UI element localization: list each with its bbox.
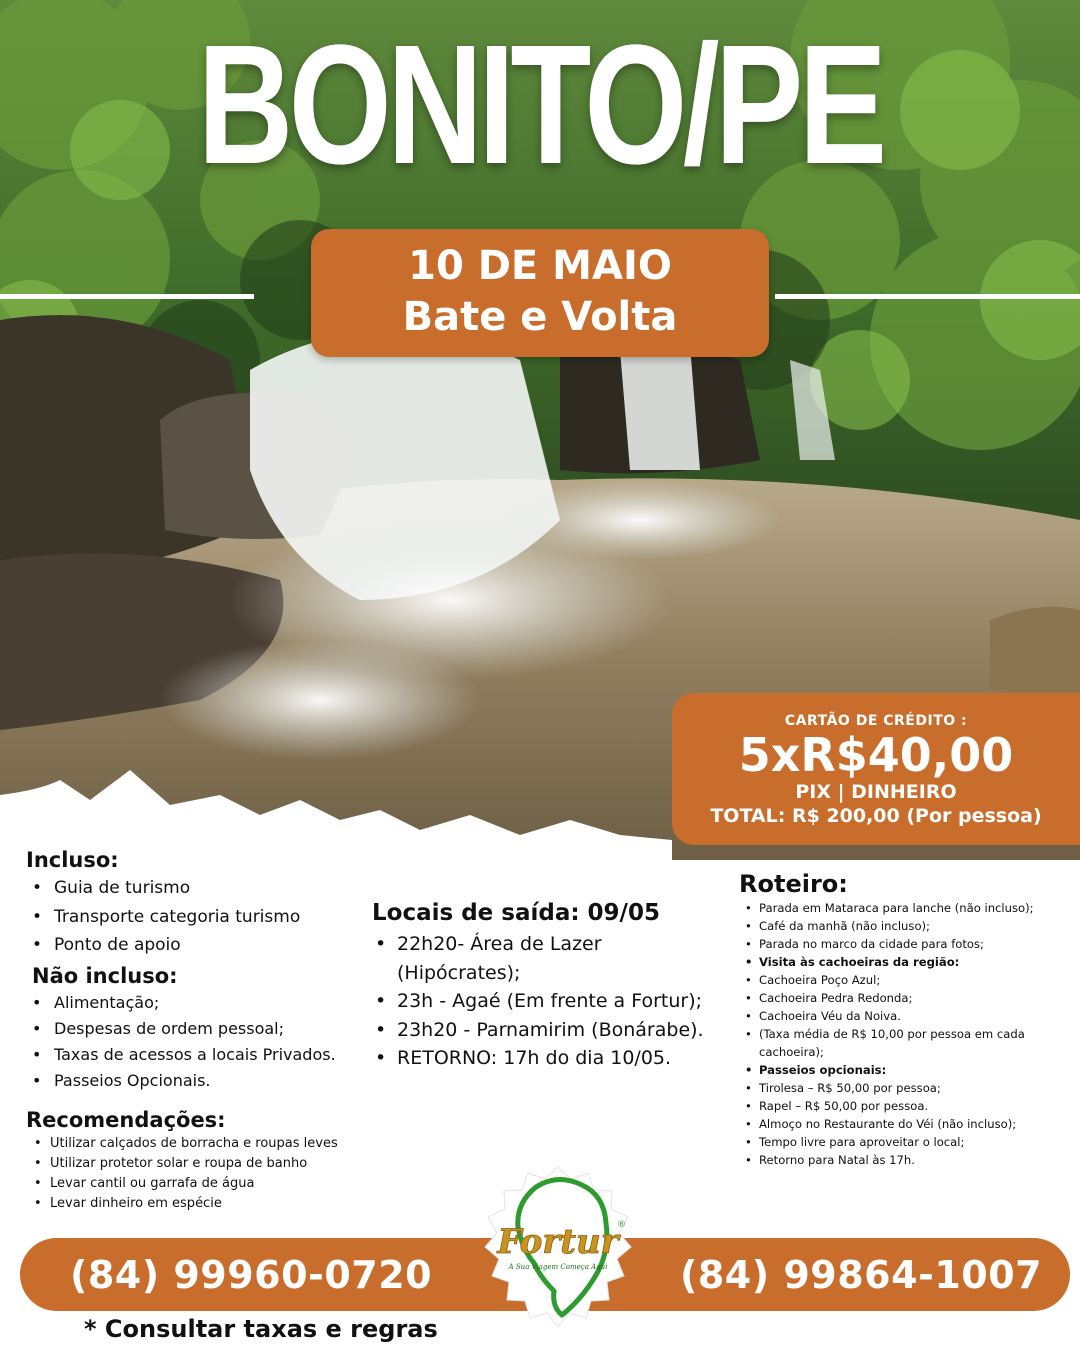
departures-title: Locais de saída: 09/05 bbox=[372, 900, 660, 926]
list-item: • Rapel – R$ 50,00 por pessoa. bbox=[759, 1097, 1059, 1115]
list-item: • RETORNO: 17h do dia 10/05. bbox=[397, 1044, 722, 1073]
list-item: • (Taxa média de R$ 10,00 por pessoa em cada cachoeira); bbox=[759, 1025, 1059, 1061]
credit-card-label: CARTÃO DE CRÉDITO : bbox=[784, 713, 968, 729]
departures-list bbox=[372, 930, 722, 1073]
trip-type-text: Bate e Volta bbox=[402, 294, 678, 340]
list-item: • Almoço no Restaurante do Véi (não incluso); bbox=[759, 1115, 1059, 1133]
payment-methods: PIX | DINHEIRO bbox=[795, 781, 957, 803]
recommendations-title: Recomendações: bbox=[26, 1107, 226, 1132]
list-item: • Levar dinheiro em espécie bbox=[50, 1194, 371, 1214]
list-item: • Transporte categoria turismo bbox=[54, 903, 371, 932]
included-section bbox=[26, 846, 371, 1214]
date-text: 10 DE MAIO bbox=[408, 243, 672, 289]
list-item: • Despesas de ordem pessoal; bbox=[54, 1016, 371, 1042]
page-title: BONITO/PE bbox=[197, 10, 883, 200]
recommendations-list bbox=[26, 1134, 371, 1214]
list-item: • Retorno para Natal às 17h. bbox=[759, 1151, 1059, 1169]
not-included-title: Não incluso: bbox=[32, 963, 178, 988]
date-badge bbox=[311, 229, 769, 357]
list-item: • Guia de turismo bbox=[54, 874, 371, 903]
list-item: • Cachoeira Poço Azul; bbox=[759, 971, 1059, 989]
list-item: • Passeios opcionais: bbox=[759, 1061, 1059, 1079]
divider-right bbox=[775, 294, 1080, 299]
total-price: TOTAL: R$ 200,00 (Por pessoa) bbox=[710, 805, 1042, 827]
itinerary-title: Roteiro: bbox=[739, 870, 848, 898]
phone-number-2[interactable]: (84) 99864-1007 bbox=[680, 1253, 1043, 1297]
list-item: • 22h20- Área de Lazer (Hipócrates); bbox=[397, 930, 722, 987]
list-item: • Parada em Mataraca para lanche (não incluso); bbox=[759, 899, 1059, 917]
list-item: • Café da manhã (não incluso); bbox=[759, 917, 1059, 935]
included-title: Incluso: bbox=[26, 848, 119, 872]
disclaimer-note: * Consultar taxas e regras bbox=[84, 1315, 438, 1343]
list-item: • Utilizar calçados de borracha e roupas leves bbox=[50, 1134, 371, 1154]
fortur-seal-logo bbox=[478, 1165, 638, 1345]
logo-tagline: A Sua Viagem Começa Aqui bbox=[508, 1263, 608, 1271]
list-item: • Levar cantil ou garrafa de água bbox=[50, 1174, 371, 1194]
logo-name: Fortur bbox=[497, 1222, 619, 1262]
list-item: • Tempo livre para aproveitar o local; bbox=[759, 1133, 1059, 1151]
included-list bbox=[26, 874, 371, 960]
price-panel bbox=[672, 693, 1080, 845]
list-item: • Utilizar protetor solar e roupa de banho bbox=[50, 1154, 371, 1174]
list-item: • Visita às cachoeiras da região: bbox=[759, 953, 1059, 971]
list-item: • Ponto de apoio bbox=[54, 931, 371, 960]
list-item: • 23h - Agaé (Em frente a Fortur); bbox=[397, 987, 722, 1016]
departures-section bbox=[372, 898, 722, 1073]
registered-mark: ® bbox=[617, 1220, 626, 1230]
list-item: • Parada no marco da cidade para fotos; bbox=[759, 935, 1059, 953]
divider-left bbox=[0, 294, 254, 299]
list-item: • Taxas de acessos a locais Privados. bbox=[54, 1042, 371, 1068]
not-included-list bbox=[26, 990, 371, 1094]
phone-number-1[interactable]: (84) 99960-0720 bbox=[70, 1253, 433, 1297]
list-item: • Cachoeira Pedra Redonda; bbox=[759, 989, 1059, 1007]
list-item: • Cachoeira Véu da Noiva. bbox=[759, 1007, 1059, 1025]
list-item: • Alimentação; bbox=[54, 990, 371, 1016]
list-item: • Passeios Opcionais. bbox=[54, 1068, 371, 1094]
list-item: • 23h20 - Parnamirim (Bonárabe). bbox=[397, 1016, 722, 1045]
itinerary-list bbox=[739, 899, 1059, 1169]
itinerary-section bbox=[739, 869, 1059, 1169]
installments-price: 5xR$40,00 bbox=[738, 728, 1014, 782]
list-item: • Tirolesa – R$ 50,00 por pessoa; bbox=[759, 1079, 1059, 1097]
